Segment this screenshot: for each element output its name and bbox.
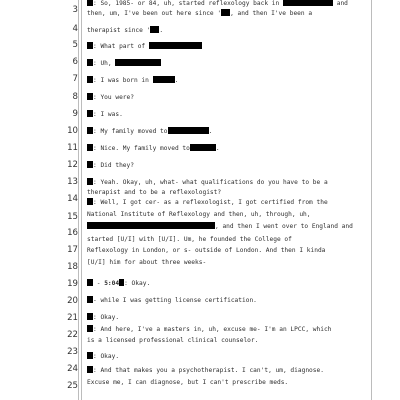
line-number: 20 xyxy=(67,296,78,306)
transcript-line: is a licensed professional clinical counselor. xyxy=(87,337,259,344)
transcript-line: : I was born in . xyxy=(87,76,369,86)
transcript-line: : And here, I've a masters in, uh, excuse me- I'm an LPCC, which xyxy=(87,325,369,335)
line-number: 9 xyxy=(72,109,78,119)
redaction-block xyxy=(283,0,333,6)
line-number: 22 xyxy=(67,330,78,340)
transcript-line: : Uh, xyxy=(87,59,369,69)
line-number: 8 xyxy=(72,92,78,102)
transcript-line: : So, 1985- or 84, uh, started reflexology back in and xyxy=(87,0,369,9)
transcript-line: : Did they? xyxy=(87,161,369,171)
transcript-line: : What part of xyxy=(87,42,369,52)
line-number: 21 xyxy=(67,313,78,323)
transcript-line: : Okay. xyxy=(87,313,369,323)
transcript-line: started [U/I] with [U/I]. Um, he founded the College of xyxy=(87,236,292,243)
line-number: 18 xyxy=(67,262,78,272)
transcript-line: : You were? xyxy=(87,93,369,103)
transcript-line: : And that makes you a psychotherapist. I can't, um, diagnose. xyxy=(87,366,369,376)
transcript-line: : Yeah. Okay, uh, what- what qualifications do you have to be a xyxy=(87,178,369,188)
line-number: 3 xyxy=(72,5,78,15)
line-number: 12 xyxy=(67,160,78,170)
redaction-block xyxy=(221,9,230,16)
left-margin-rule xyxy=(78,0,79,400)
timestamp: 5:04 xyxy=(104,280,120,287)
transcript-line: : Okay. xyxy=(87,352,369,362)
transcript-line: National Institute of Reflexology and then, uh, through, uh, xyxy=(87,211,311,218)
line-number: 11 xyxy=(67,143,78,153)
redaction-block xyxy=(149,42,202,49)
redaction-block xyxy=(153,76,175,83)
transcript-line: - 5:04 : Okay. xyxy=(87,279,369,289)
transcript-line: therapist and to be a reflexologist? xyxy=(87,189,222,196)
left-margin-rule-inner xyxy=(81,0,82,400)
line-number: 17 xyxy=(67,245,78,255)
line-number: 14 xyxy=(67,194,78,204)
redaction-block xyxy=(168,127,209,134)
line-number: 16 xyxy=(67,228,78,238)
transcript-line: [U/I] him for about three weeks- xyxy=(87,259,207,266)
line-number: 10 xyxy=(67,126,78,136)
line-number: 7 xyxy=(72,74,78,84)
redaction-block xyxy=(87,222,215,229)
line-number: 5 xyxy=(72,40,78,50)
transcript-line: : Well, I got cer- as a reflexologist, I got certified from the xyxy=(87,198,369,208)
redacted-speaker xyxy=(87,279,93,286)
transcript-line: therapist since ' . xyxy=(87,27,164,34)
transcript-line: : Nice. My family moved to . xyxy=(87,144,369,154)
line-number: 6 xyxy=(72,57,78,67)
transcript-line: : My family moved to . xyxy=(87,127,369,137)
line-number: 13 xyxy=(67,177,78,187)
transcript-line: , and then I went over to England and xyxy=(87,222,369,232)
transcript-line: : I was. xyxy=(87,110,369,120)
redaction-block xyxy=(150,26,159,33)
line-number: 23 xyxy=(67,347,78,357)
line-number: 25 xyxy=(67,381,78,391)
line-number: 19 xyxy=(67,279,78,289)
transcript-line: then, um, I've been out here since ' , and then I've been a xyxy=(87,10,313,17)
redaction-block xyxy=(190,144,216,151)
line-number: 15 xyxy=(67,212,78,222)
line-number: 24 xyxy=(67,364,78,374)
line-number: 4 xyxy=(72,24,78,34)
transcript-line: Reflexology in London, or s- outside of London. And then I kinda xyxy=(87,247,326,254)
transcript-line: - while I was getting license certification. xyxy=(87,296,369,306)
redaction-block xyxy=(115,59,161,66)
right-margin-rule xyxy=(371,0,372,400)
transcript-line: Excuse me, I can diagnose, but I can't prescribe meds. xyxy=(87,379,289,386)
